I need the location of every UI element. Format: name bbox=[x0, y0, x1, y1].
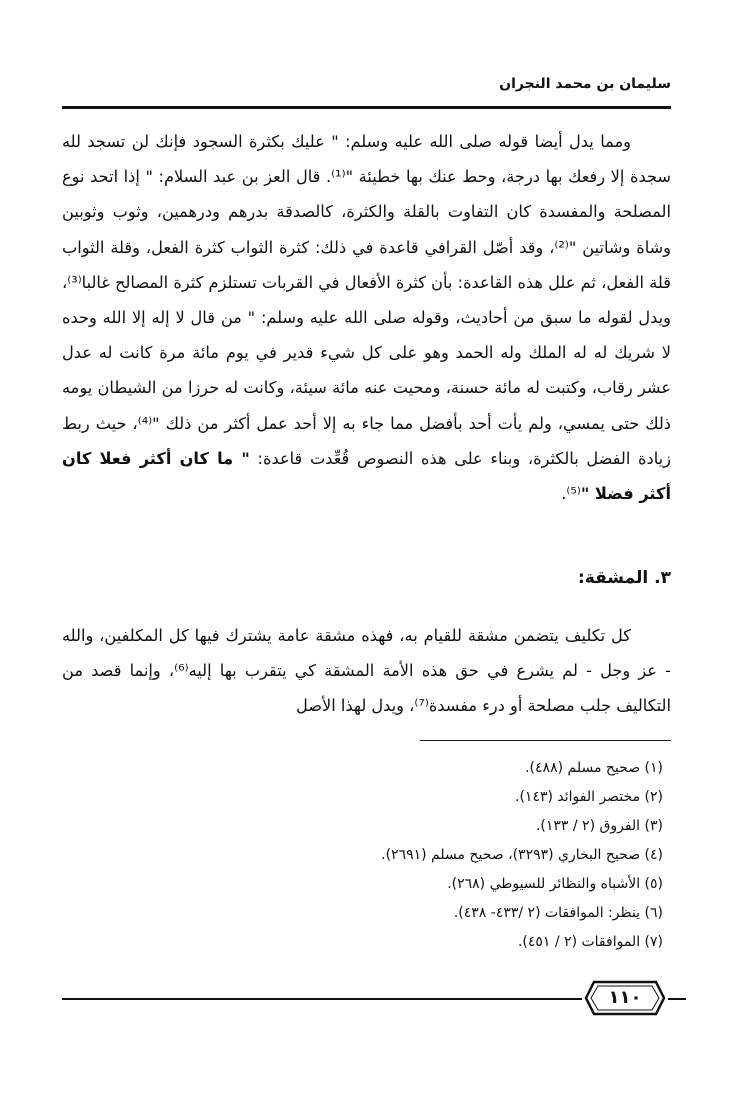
footer-rule bbox=[62, 998, 582, 1000]
paragraph bbox=[62, 124, 671, 511]
footnote: (٥) الأشباه والنظائر للسيوطي (٢٦٨). bbox=[447, 876, 663, 892]
footnotes bbox=[381, 754, 663, 957]
footnote: (٧) الموافقات (٢ / ٤٥١). bbox=[517, 934, 663, 950]
running-header-author: سليمان بن محمد النجران bbox=[499, 76, 671, 92]
footnote-divider bbox=[420, 740, 671, 741]
footnote: (١) صحيح مسلم (٤٨٨). bbox=[525, 760, 663, 776]
main-text bbox=[62, 124, 671, 511]
footnote: (٢) مختصر الفوائد (١٤٣). bbox=[515, 789, 663, 805]
footnote: (٣) الفروق (٢ / ١٣٣). bbox=[535, 818, 663, 834]
header-divider bbox=[62, 106, 671, 109]
section-text bbox=[62, 618, 671, 724]
section-heading: ٣. المشقة: bbox=[577, 568, 671, 588]
page-number: ١١٠ bbox=[608, 987, 642, 1008]
paragraph: كل تكليف يتضمن مشقة للقيام به، فهذه مشقة عامة يشترك فيها كل المكلفين، والله - عز وجل - لم يشرع في حق هذه الأمة المشقة كي يتقرب بها إليه⁽⁶⁾، وإنما قصد من التكاليف جلب مصلحة أو درء مفسدة⁽⁷⁾، ويدل لهذا الأصل bbox=[62, 626, 671, 716]
paragraph-text: ومما يدل أيضا قوله صلى الله عليه وسلم: " عليك بكثرة السجود فإنك لن تسجد لله سجدة إلا رفعك بها درجة، وحط عنك بها خطيئة "⁽¹⁾. قال العز بن عبد السلام: " إذا اتحد نوع المصلحة والمفسدة كان التفاوت بالقلة والكثرة، كالصدقة بدرهم ودرهمين، وثوب وثوبين وشاة وشاتين "⁽²⁾، وقد أصّل القرافي قاعدة في ذلك: كثرة الثواب كثرة الفعل، وقلة الثواب قلة الفعل، ثم علل هذه القاعدة: بأن كثرة الأفعال في القربات تستلزم كثرة المصالح غالبا⁽³⁾، ويدل لقوله ما سبق من أحاديث، وقوله صلى الله عليه وسلم: " من قال لا إله إلا الله وحده لا شريك له له الملك وله الحمد وهو على كل شيء قدير في يوم مائة مرة كانت له عدل عشر رقاب، وكتبت له مائة حسنة، ومحيت عنه مائة سيئة، وكانت له حرزا من الشيطان يومه ذلك حتى يمسي، ولم يأت أحد بأفضل مما جاء به إلا أحد عمل أكثر من ذلك "⁽⁴⁾، حيث ربط زيادة الفضل بالكثرة، وبناء على هذه النصوص قُعِّدت قاعدة: bbox=[62, 132, 672, 468]
footnote-ref: ⁽⁵⁾. bbox=[561, 484, 581, 504]
footer-rule bbox=[668, 998, 686, 1000]
footnote: (٦) ينظر: الموافقات (٢ /٤٣٣- ٤٣٨). bbox=[453, 905, 663, 921]
footnote: (٤) صحيح البخاري (٣٢٩٣)، صحيح مسلم (٢٦٩١). bbox=[381, 847, 663, 863]
rule-quote: " ما كان أكثر فعلا كان أكثر فضلا " bbox=[62, 448, 671, 504]
